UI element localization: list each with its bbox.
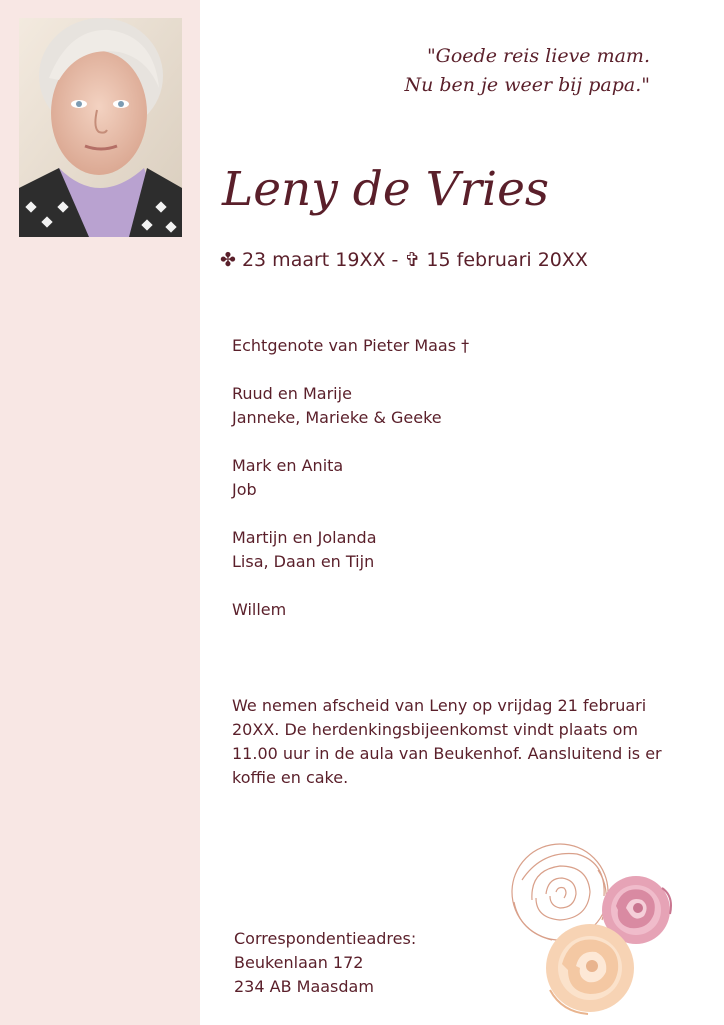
correspondence-label: Correspondentieadres: xyxy=(234,929,417,948)
date-separator: - xyxy=(391,249,399,271)
cross-icon: ✞ xyxy=(404,249,421,271)
family-group xyxy=(232,382,469,430)
family-group xyxy=(232,334,469,358)
deceased-name: Leny de Vries xyxy=(222,162,550,217)
family-group xyxy=(232,526,469,574)
correspondence-address xyxy=(234,927,416,999)
death-date: 15 februari 20XX xyxy=(426,249,588,271)
family-group xyxy=(232,454,469,502)
family-line: Job xyxy=(232,480,257,499)
portrait-photo xyxy=(19,18,182,237)
family-line: Lisa, Daan en Tijn xyxy=(232,552,375,571)
address-city: 234 AB Maasdam xyxy=(234,977,374,996)
quote-line-1: "Goede reis lieve mam. xyxy=(426,45,650,67)
farewell-text: We nemen afscheid van Leny op vrijdag 21 februari 20XX. De herdenkingsbijeenkomst vindt plaats om 11.00 uur in de aula van Beukenhof. Aansluitend is er koffie en cake. xyxy=(232,696,662,787)
family-line: Ruud en Marije xyxy=(232,384,352,403)
birth-symbol-icon: ✤ xyxy=(220,249,236,271)
birth-date: 23 maart 19XX xyxy=(241,249,386,271)
quote-line-2: Nu ben je weer bij papa." xyxy=(404,74,650,96)
address-street: Beukenlaan 172 xyxy=(234,953,364,972)
family-list xyxy=(232,334,469,646)
memorial-quote xyxy=(404,42,650,100)
rose-bouquet-illustration xyxy=(502,840,684,1020)
family-line: Willem xyxy=(232,600,287,619)
family-group xyxy=(232,598,469,622)
life-dates xyxy=(220,246,588,274)
family-line: Janneke, Marieke & Geeke xyxy=(232,408,442,427)
family-line: Echtgenote van Pieter Maas † xyxy=(232,336,470,355)
family-line: Mark en Anita xyxy=(232,456,344,475)
family-line: Martijn en Jolanda xyxy=(232,528,377,547)
